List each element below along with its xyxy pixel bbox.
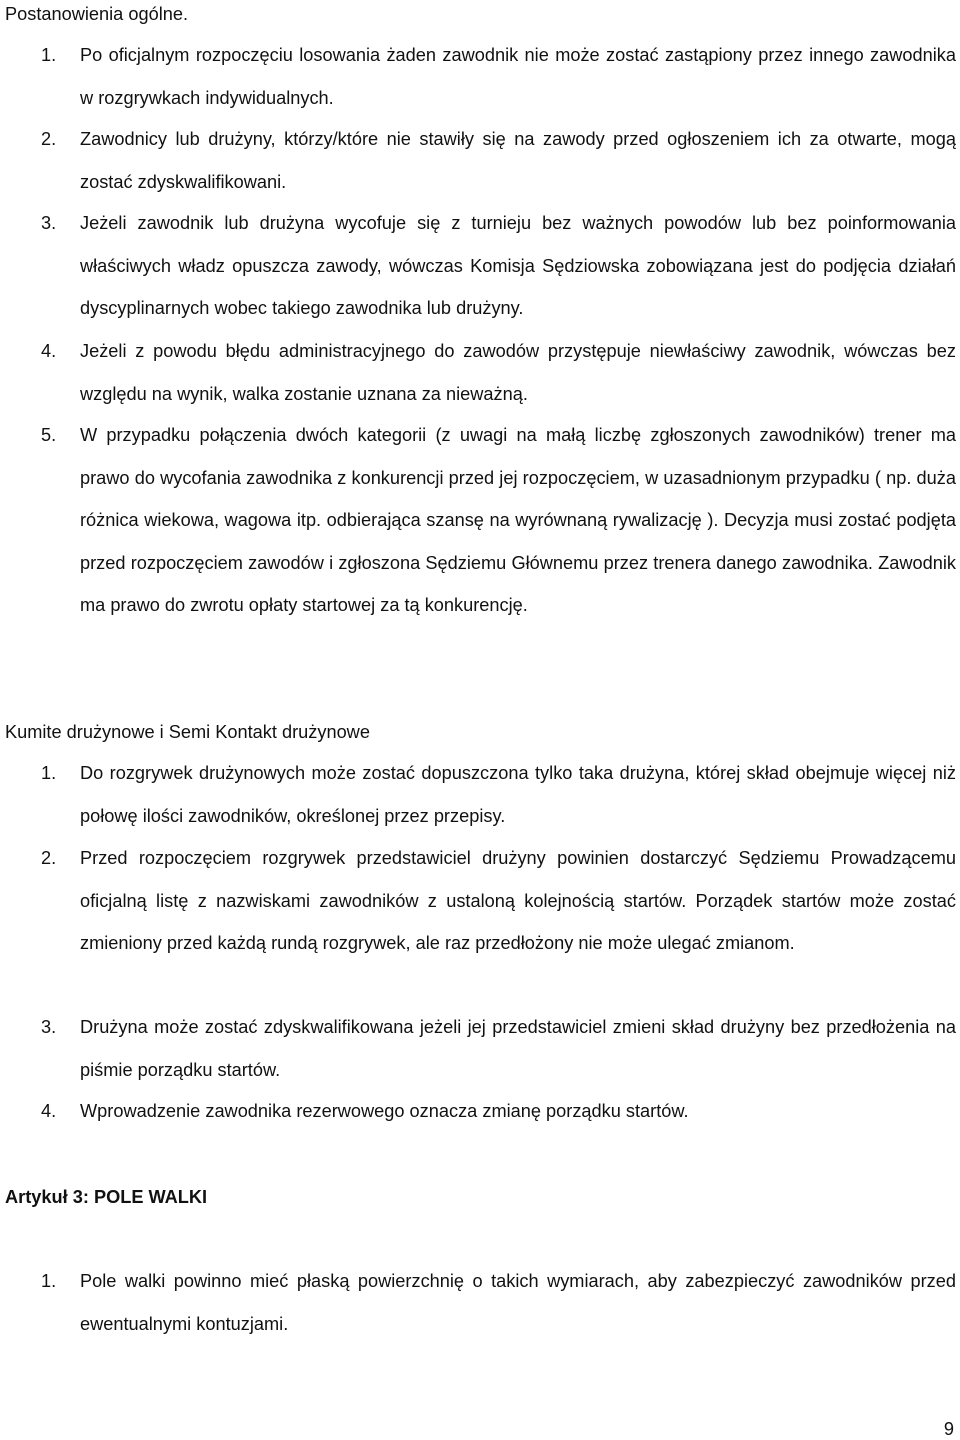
item-number: 2.: [41, 848, 57, 868]
item-number: 1.: [41, 45, 57, 65]
item-text: Jeżeli zawodnik lub drużyna wycofuje się z turnieju bez ważnych powodów lub bez poinformowania właściwych władz opuszcza zawody, wówczas Komisja Sędziowska zobowiązana jest do podjęcia działań dyscyplinarnych wobec takiego zawodnika lub drużyny.: [80, 213, 956, 318]
item-number: 4.: [41, 1101, 57, 1121]
item-number: 3.: [41, 1017, 57, 1037]
article-3-heading: Artykuł 3: POLE WALKI: [5, 1187, 208, 1207]
item-text: Zawodnicy lub drużyny, którzy/które nie stawiły się na zawody przed ogłoszeniem ich za otwarte, mogą zostać zdyskwalifikowani.: [80, 129, 956, 192]
general-provisions-heading: Postanowienia ogólne.: [5, 4, 189, 24]
item-text: Jeżeli z powodu błędu administracyjnego do zawodów przystępuje niewłaściwy zawodnik, wówczas bez względu na wynik, walka zostanie uznana za nieważną.: [80, 341, 956, 404]
item-number: 1.: [41, 1271, 57, 1291]
item-text: W przypadku połączenia dwóch kategorii (z uwagi na małą liczbę zgłoszonych zawodników) trener ma prawo do wycofania zawodnika z konkurencji przed jej rozpoczęciem, w uzasadnionym przypadku ( np. duża różnica wiekowa, wagowa itp. odbierająca szansę na wyrównaną rywalizację ). Decyzja musi zostać podjęta przed rozpoczęciem zawodów i zgłoszona Sędziemu Głównemu przez trenera danego zawodnika. Zawodnik ma prawo do zwrotu opłaty startowej za tą konkurencję.: [80, 425, 956, 615]
item-text: Wprowadzenie zawodnika rezerwowego oznacza zmianę porządku startów.: [80, 1101, 689, 1121]
item-number: 4.: [41, 341, 57, 361]
item-number: 3.: [41, 213, 57, 233]
item-number: 2.: [41, 129, 57, 149]
item-number: 1.: [41, 763, 57, 783]
item-text: Drużyna może zostać zdyskwalifikowana jeżeli jej przedstawiciel zmieni skład drużyny bez przedłożenia na piśmie porządku startów.: [80, 1017, 956, 1080]
item-number: 5.: [41, 425, 57, 445]
team-kumite-heading: Kumite drużynowe i Semi Kontakt drużynowe: [5, 722, 370, 742]
item-text: Do rozgrywek drużynowych może zostać dopuszczona tylko taka drużyna, której skład obejmuje więcej niż połowę ilości zawodników, określonej przez przepisy.: [80, 763, 956, 826]
item-text: Po oficjalnym rozpoczęciu losowania żaden zawodnik nie może zostać zastąpiony przez innego zawodnika w rozgrywkach indywidualnych.: [80, 45, 956, 108]
item-text: Przed rozpoczęciem rozgrywek przedstawiciel drużyny powinien dostarczyć Sędziemu Prowadzącemu oficjalną listę z nazwiskami zawodników z ustaloną kolejnością startów. Porządek startów może zostać zmieniony przed każdą rundą rozgrywek, ale raz przedłożony nie może ulegać zmianom.: [80, 848, 956, 953]
page-number: 9: [943, 1419, 954, 1439]
item-text: Pole walki powinno mieć płaską powierzchnię o takich wymiarach, aby zabezpieczyć zawodników przed ewentualnymi kontuzjami.: [80, 1271, 956, 1334]
